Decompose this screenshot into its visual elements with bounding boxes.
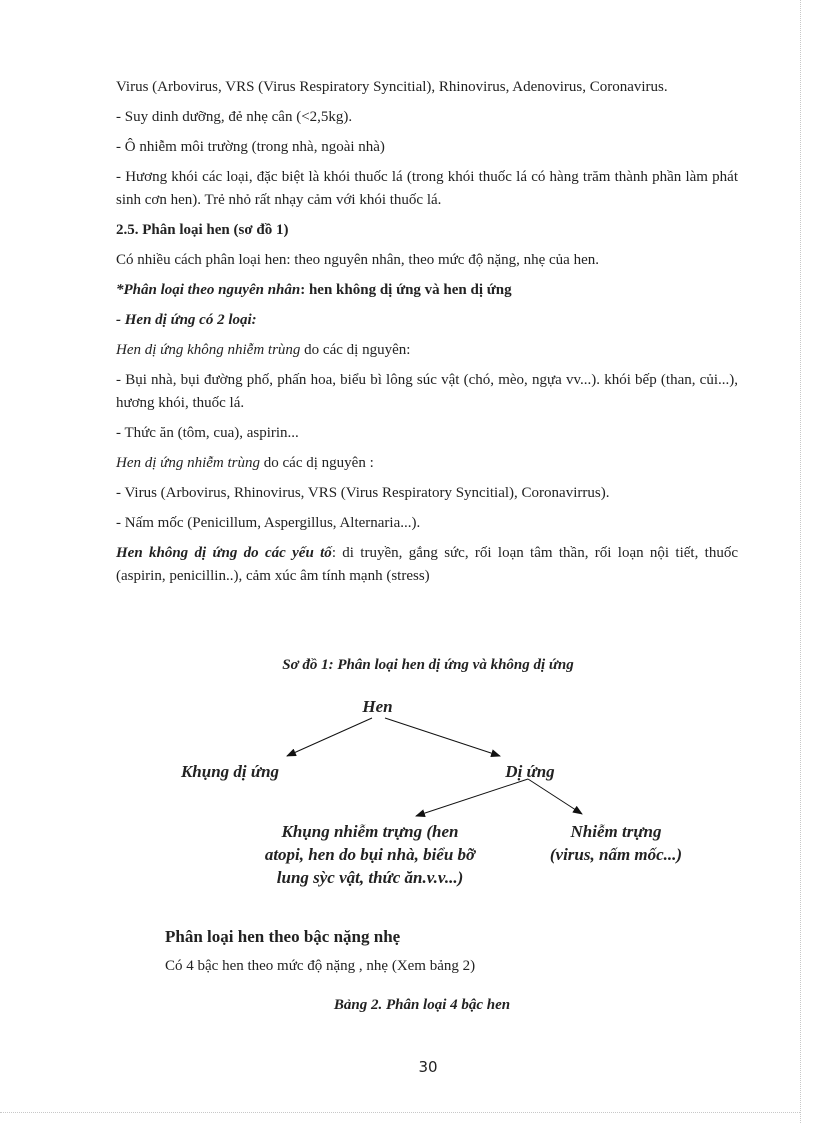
paragraph-virus-list: Virus (Arbovirus, VRS (Virus Respiratory Syncitial), Rhinovirus, Adenovirus, Coronavirus. bbox=[116, 79, 668, 95]
paragraph-smoke: - Hương khói các loại, đặc biệt là khói thuốc lá (trong khói thuốc lá có hàng trăm thành phần làm phát sinh cơn hen). Trẻ nhỏ rất nhạy cảm với khói thuốc lá. bbox=[116, 169, 738, 208]
paragraph-virus: - Virus (Arbovirus, Rhinovirus, VRS (Virus Respiratory Syncitial), Coronavirrus). bbox=[116, 485, 610, 501]
paragraph-mold: - Nấm mốc (Penicillum, Aspergillus, Alternaria...). bbox=[116, 515, 421, 531]
paragraph-by-cause bbox=[116, 279, 738, 302]
severity-heading: Phân loại hen theo bậc nặng nhẹ bbox=[165, 927, 401, 946]
paragraph-infectious bbox=[116, 452, 738, 475]
non-infectious-line-1: Khụng nhiễm trựng (hen bbox=[281, 822, 459, 841]
classification-diagram bbox=[0, 690, 816, 900]
infectious-label: Hen dị ứng nhiễm trùng bbox=[116, 455, 261, 471]
diagram-caption: Sơ đồ 1: Phân loại hen dị ứng và không dị ứng bbox=[282, 657, 574, 673]
diagram-node-infectious bbox=[526, 820, 706, 866]
non-infectious-line-3: lung sỳc vật, thức ăn.v.v...) bbox=[276, 868, 464, 887]
non-infectious-rest: do các dị nguyên: bbox=[300, 342, 411, 358]
document-body bbox=[116, 76, 738, 595]
infectious-line-1: Nhiễm trựng bbox=[570, 822, 662, 841]
section-heading-2-5: 2.5. Phân loại hen (sơ đồ 1) bbox=[116, 222, 289, 238]
table-caption: Bảng 2. Phân loại 4 bậc hen bbox=[333, 997, 511, 1013]
paragraph-malnutrition: - Suy dinh dưỡng, đẻ nhẹ cân (<2,5kg). bbox=[116, 109, 353, 125]
by-cause-rest: : hen không dị ứng và hen dị ứng bbox=[300, 282, 512, 298]
paragraph-dust: - Bụi nhà, bụi đường phố, phấn hoa, biểu bì lông súc vật (chó, mèo, ngựa vv...). khói bếp (than, củi...), hương khói, thuốc lá. bbox=[116, 372, 738, 411]
non-allergic-label: Hen không dị ứng do các yếu tố bbox=[116, 545, 332, 561]
page-edge-right bbox=[800, 0, 801, 1123]
diagram-node-non-allergic: Khụng dị ứng bbox=[180, 762, 280, 781]
non-infectious-label: Hen dị ứng không nhiễm trùng bbox=[116, 342, 301, 358]
paragraph-food: - Thức ăn (tôm, cua), aspirin... bbox=[116, 425, 299, 441]
page-number: 30 bbox=[418, 1058, 438, 1076]
paragraph-allergic-types: - Hen dị ứng có 2 loại: bbox=[116, 312, 257, 328]
page-edge-bottom bbox=[0, 1112, 800, 1113]
paragraph-pollution: - Ô nhiễm môi trường (trong nhà, ngoài nhà) bbox=[116, 139, 385, 155]
paragraph-non-allergic bbox=[116, 542, 738, 588]
arrow-allergic-to-non-infectious bbox=[416, 779, 528, 816]
paragraph-non-infectious bbox=[116, 339, 738, 362]
diagram-node-allergic: Dị ứng bbox=[505, 762, 555, 781]
arrow-hen-to-allergic bbox=[385, 718, 500, 756]
diagram-node-hen: Hen bbox=[362, 697, 393, 716]
non-infectious-line-2: atopi, hen do bụi nhà, biểu bỡ bbox=[264, 845, 476, 864]
diagram-node-non-infectious bbox=[230, 820, 510, 889]
by-cause-label: *Phân loại theo nguyên nhân bbox=[116, 282, 301, 298]
arrow-hen-to-non-allergic bbox=[287, 718, 372, 756]
paragraph-classification-intro: Có nhiều cách phân loại hen: theo nguyên nhân, theo mức độ nặng, nhẹ của hen. bbox=[116, 252, 599, 268]
arrow-allergic-to-infectious bbox=[528, 779, 582, 814]
non-allergic-rest: : di truyền, gắng sức, rối loạn tâm thần, rối loạn nội tiết, thuốc (aspirin, penicillin..), cảm xúc âm tính mạnh (stress) bbox=[116, 545, 738, 584]
infectious-line-2: (virus, nấm mốc...) bbox=[549, 845, 683, 864]
infectious-rest: do các dị nguyên : bbox=[260, 455, 374, 471]
severity-text: Có 4 bậc hen theo mức độ nặng , nhẹ (Xem bảng 2) bbox=[165, 958, 476, 974]
